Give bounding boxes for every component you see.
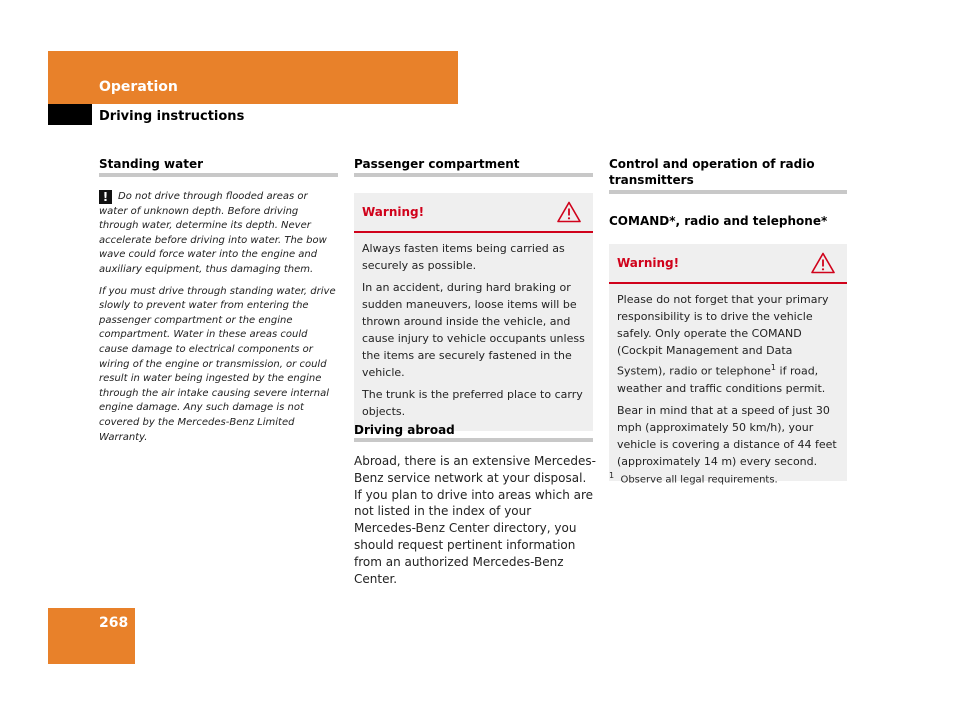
heading-rule: [99, 173, 338, 177]
notice-paragraph-1: Do not drive through flooded areas or water of unknown depth. Before driving through water, determine its depth. Never accelerate before driving into water. The bow wave could force water into the engine and auxiliary equipment, thus damaging them.: [99, 191, 327, 275]
driving-abroad-body: Abroad, there is an extensive Mercedes-Benz service network at your disposal. If you plan to drive into areas which are not listed in the index of your Mercedes-Benz Center directory, you should request pertinent information from an authorized Mercedes-Benz Center.: [354, 454, 596, 586]
radio-transmitters-heading: Control and operation of radio transmitters: [609, 157, 815, 187]
warning-text-part-2: if road, weather and traffic conditions permit.: [617, 364, 826, 395]
page-number: 268: [99, 615, 129, 631]
footnote-number: 1: [609, 471, 615, 480]
heading-rule: [609, 190, 847, 194]
warning-paragraph-2: In an accident, during hard braking or sudden maneuvers, loose items will be thrown around inside the vehicle, and cause injury to vehicle occupants unless the items are securely fastened in the vehicle.: [362, 281, 585, 379]
exclamation-icon: !: [99, 190, 112, 204]
heading-rule: [354, 438, 593, 442]
warning-triangle-icon: [811, 252, 835, 274]
driving-abroad-heading: Driving abroad: [354, 423, 455, 437]
warning-text-part-1: Please do not forget that your primary responsibility is to drive the vehicle safely. Only operate the COMAND (Cockpit Management and Data System), radio or telephone: [617, 293, 829, 378]
passenger-compartment-heading: Passenger compartment: [354, 157, 520, 171]
warning-header: [609, 244, 847, 284]
warning-paragraph-3: The trunk is the preferred place to carry objects.: [362, 388, 583, 418]
subsection-title: Driving instructions: [99, 109, 245, 124]
warning-paragraph-2: Bear in mind that at a speed of just 30 mph (approximately 50 km/h), your vehicle is covering a distance of 44 feet (approximately 14 m) every second.: [617, 403, 837, 468]
warning-paragraph-1: [617, 291, 839, 397]
warning-header: [354, 193, 593, 233]
warning-label: Warning!: [362, 205, 425, 219]
warning-paragraph-1: Always fasten items being carried as securely as possible.: [362, 242, 565, 272]
header-bar: [48, 51, 458, 104]
comand-warning-box: [609, 244, 847, 481]
passenger-warning-box: [354, 193, 593, 431]
warning-body: [609, 284, 847, 481]
footnote: [609, 471, 778, 485]
standing-water-notice: [99, 190, 339, 452]
warning-triangle-icon: [557, 201, 581, 223]
footnote-marker: 1: [770, 363, 777, 372]
heading-rule: [354, 173, 593, 177]
footnote-text: Observe all legal requirements.: [620, 474, 778, 486]
section-tab-marker: [48, 104, 92, 125]
warning-label: Warning!: [617, 256, 680, 270]
comand-subheading: COMAND*, radio and telephone*: [609, 214, 828, 228]
warning-body: [354, 233, 593, 431]
standing-water-heading: Standing water: [99, 157, 204, 171]
section-title: Operation: [99, 79, 178, 95]
notice-paragraph-2: If you must drive through standing water, drive slowly to prevent water from entering the passenger compartment or the engine compartment. Water in these areas could cause damage to electrical components or wiring of the engine or transmission, or could result in water being ingested by the engine through the air intake causing severe internal engine damage. Any such damage is not covered by the Mercedes-Benz Limited Warranty.: [99, 285, 336, 443]
